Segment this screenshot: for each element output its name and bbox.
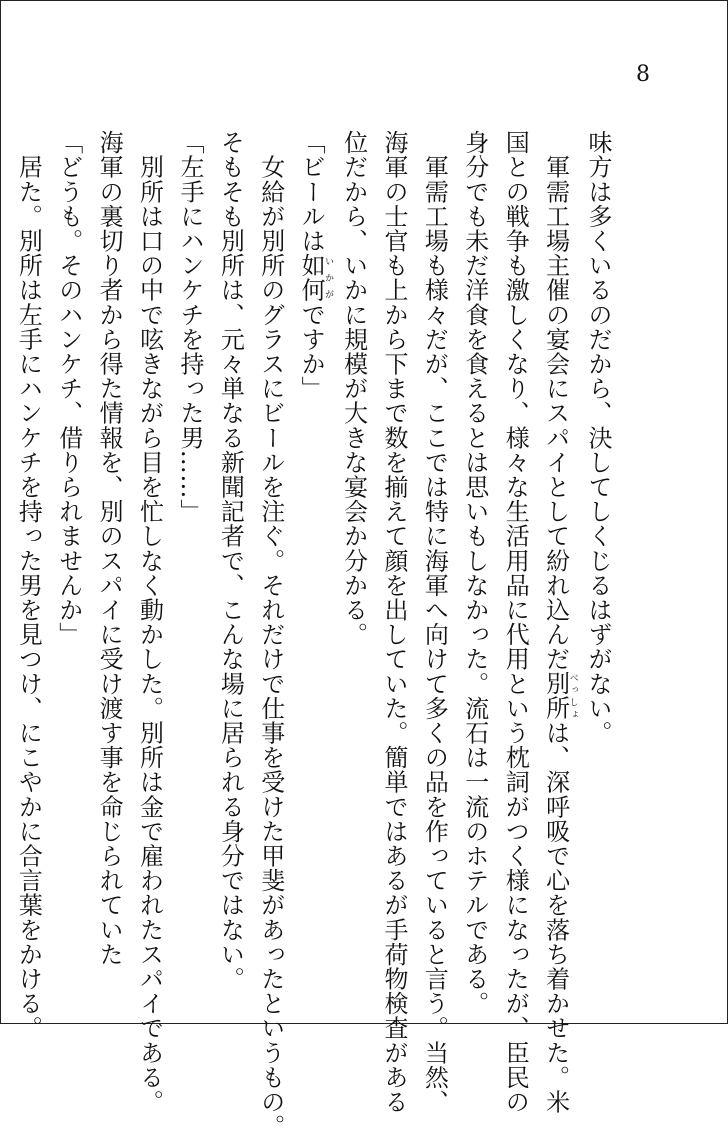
text-line: 別所は口の中で呟きながら目を忙しなく動かした。別所は金で雇われたスパイである。 bbox=[135, 130, 164, 1114]
text-segment: 軍需工場主催の宴会にスパイとして紛れ込んだ bbox=[541, 130, 570, 672]
text-line: そもそも別所は、元々単なる新聞記者で、こんな場に居られる身分ではない。 bbox=[216, 130, 245, 991]
ruby-besshi bbox=[541, 671, 578, 721]
text-line: 「どうも。そのハンケチ、借りられませんか」 bbox=[54, 130, 83, 647]
text-line: 海軍の裏切り者から得た情報を、別のスパイに受け渡す事を命じられていた bbox=[95, 130, 124, 967]
ruby-base: 如何 bbox=[297, 253, 326, 303]
text-line: 身分でも未だ洋食を食えるとは思いもしなかった。流石は一流のホテルである。 bbox=[460, 130, 489, 1016]
text-line: 国との戦争も激しくなり、様々な生活用品に代用という枕詞がつく様になったが、臣民の bbox=[501, 130, 530, 1114]
ruby-reading: いかが bbox=[323, 253, 334, 303]
text-segment: 「ビールは bbox=[297, 130, 326, 253]
text-line: 女給が別所のグラスにビールを注ぐ。それだけで仕事を受けた甲斐があったというもの。 bbox=[256, 130, 285, 1139]
text-segment: は、深呼吸で心を落ち着かせた。米 bbox=[541, 720, 570, 1115]
vertical-text-body bbox=[14, 130, 618, 1139]
text-segment: ですか」 bbox=[297, 302, 326, 401]
text-line: 位だから、いかに規模が大きな宴会か分かる。 bbox=[339, 130, 368, 647]
text-line bbox=[535, 130, 578, 1115]
page-number: 8 bbox=[636, 62, 650, 87]
text-line bbox=[291, 130, 333, 890]
text-line: 「左手にハンケチを持った男……」 bbox=[175, 130, 204, 524]
text-line: 味方は多くいるのだから、決してしくじるはずがない。 bbox=[584, 130, 612, 745]
text-line: 軍需工場も様々だが、ここでは特に海軍へ向けて多くの品を作っていると言う。当然、 bbox=[420, 130, 449, 1114]
ruby-ikaga bbox=[297, 253, 334, 303]
text-line: 居た。別所は左手にハンケチを持った男を見つけ、にこやかに合言葉をかける。 bbox=[14, 130, 43, 1041]
text-line: 海軍の士官も上から下まで数を揃えて顔を出していた。簡単ではあるが手荷物検査がある bbox=[379, 130, 408, 1114]
ruby-reading: べっしょ bbox=[567, 671, 578, 721]
ruby-base: 別所 bbox=[541, 671, 570, 721]
